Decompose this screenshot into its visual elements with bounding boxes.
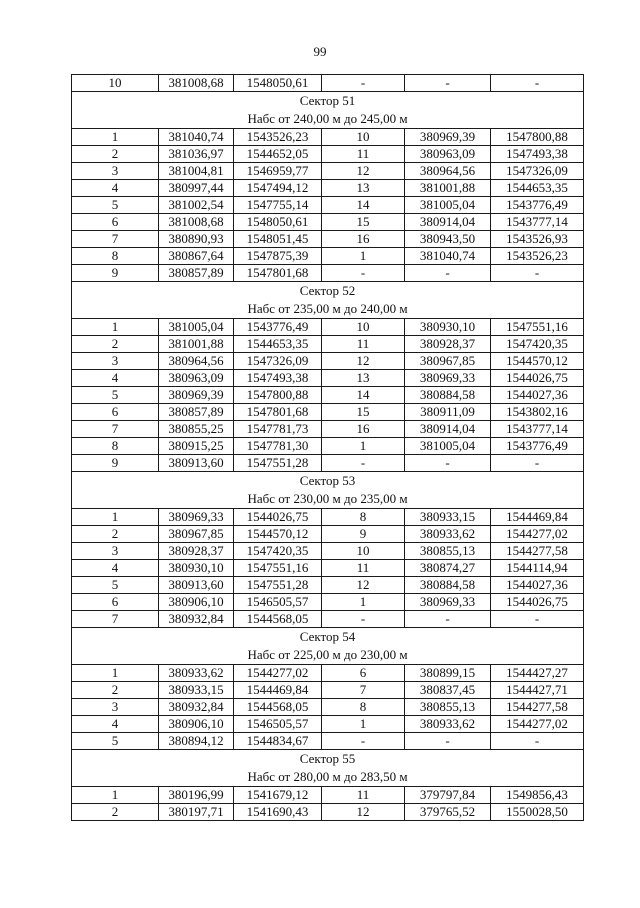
y-coordinate-cell: 1544570,12 — [234, 526, 322, 543]
table-row — [72, 336, 584, 353]
table-row — [72, 682, 584, 699]
x-coordinate-cell: 380906,10 — [159, 594, 234, 611]
sector-title-row — [72, 472, 584, 491]
sector-title-row — [72, 628, 584, 647]
y-coordinate-cell: 1547420,35 — [491, 336, 584, 353]
point-number-cell: 5 — [72, 387, 159, 404]
table-row — [72, 265, 584, 282]
table-row — [72, 214, 584, 231]
x-coordinate-cell: 380906,10 — [159, 716, 234, 733]
x-coordinate-cell: 380928,37 — [405, 336, 491, 353]
y-coordinate-cell: - — [491, 75, 584, 92]
y-coordinate-cell: - — [491, 611, 584, 628]
y-coordinate-cell: 1547326,09 — [234, 353, 322, 370]
x-coordinate-cell: 380933,62 — [405, 716, 491, 733]
x-coordinate-cell: 380930,10 — [405, 319, 491, 336]
table-row — [72, 163, 584, 180]
y-coordinate-cell: 1544652,05 — [234, 146, 322, 163]
y-coordinate-cell: - — [491, 455, 584, 472]
point-number-cell: 13 — [322, 180, 405, 197]
point-number-cell: 8 — [72, 438, 159, 455]
point-number-cell: 3 — [72, 163, 159, 180]
sector-range-row — [72, 110, 584, 129]
x-coordinate-cell: 380884,58 — [405, 577, 491, 594]
table-row — [72, 387, 584, 404]
point-number-cell: 3 — [72, 699, 159, 716]
point-number-cell: 2 — [72, 526, 159, 543]
table-row — [72, 665, 584, 682]
point-number-cell: 11 — [322, 560, 405, 577]
point-number-cell: - — [322, 75, 405, 92]
point-number-cell: 8 — [322, 699, 405, 716]
table-row — [72, 543, 584, 560]
y-coordinate-cell: 1544277,58 — [491, 699, 584, 716]
table-row — [72, 526, 584, 543]
y-coordinate-cell: 1543776,49 — [234, 319, 322, 336]
y-coordinate-cell: 1547326,09 — [491, 163, 584, 180]
x-coordinate-cell: 380943,50 — [405, 231, 491, 248]
sector-range: Набс от 235,00 м до 240,00 м — [72, 300, 584, 319]
sector-range-row — [72, 300, 584, 319]
x-coordinate-cell: 380899,15 — [405, 665, 491, 682]
point-number-cell: 4 — [72, 716, 159, 733]
sector-title: Сектор 52 — [72, 282, 584, 301]
table-row — [72, 353, 584, 370]
sector-title-row — [72, 750, 584, 769]
y-coordinate-cell: 1544653,35 — [234, 336, 322, 353]
x-coordinate-cell: 380932,84 — [159, 699, 234, 716]
y-coordinate-cell: 1547875,39 — [234, 248, 322, 265]
y-coordinate-cell: 1547493,38 — [234, 370, 322, 387]
table-row — [72, 75, 584, 92]
y-coordinate-cell: 1544834,67 — [234, 733, 322, 750]
x-coordinate-cell: 380894,12 — [159, 733, 234, 750]
x-coordinate-cell: 380197,71 — [159, 804, 234, 821]
point-number-cell: 4 — [72, 370, 159, 387]
y-coordinate-cell: 1544469,84 — [491, 509, 584, 526]
table-row — [72, 787, 584, 804]
point-number-cell: 1 — [322, 438, 405, 455]
x-coordinate-cell: - — [405, 75, 491, 92]
y-coordinate-cell: 1544277,02 — [491, 526, 584, 543]
y-coordinate-cell: 1544427,27 — [491, 665, 584, 682]
x-coordinate-cell: 380890,93 — [159, 231, 234, 248]
y-coordinate-cell: 1544277,02 — [234, 665, 322, 682]
x-coordinate-cell: 381036,97 — [159, 146, 234, 163]
point-number-cell: - — [322, 455, 405, 472]
point-number-cell: 16 — [322, 421, 405, 438]
table-row — [72, 129, 584, 146]
point-number-cell: 6 — [72, 404, 159, 421]
table-row — [72, 804, 584, 821]
x-coordinate-cell: 381001,88 — [159, 336, 234, 353]
point-number-cell: 7 — [322, 682, 405, 699]
x-coordinate-cell: 380928,37 — [159, 543, 234, 560]
y-coordinate-cell: 1547800,88 — [491, 129, 584, 146]
x-coordinate-cell: 380855,25 — [159, 421, 234, 438]
sector-title: Сектор 55 — [72, 750, 584, 769]
x-coordinate-cell: - — [405, 455, 491, 472]
y-coordinate-cell: 1546505,57 — [234, 594, 322, 611]
table-row — [72, 197, 584, 214]
x-coordinate-cell: 380969,33 — [159, 509, 234, 526]
y-coordinate-cell: 1546959,77 — [234, 163, 322, 180]
x-coordinate-cell: 380963,09 — [405, 146, 491, 163]
table-row — [72, 248, 584, 265]
x-coordinate-cell: 381005,04 — [405, 197, 491, 214]
point-number-cell: 10 — [72, 75, 159, 92]
x-coordinate-cell: 380964,56 — [405, 163, 491, 180]
point-number-cell: 7 — [72, 421, 159, 438]
x-coordinate-cell: 380913,60 — [159, 577, 234, 594]
sector-title: Сектор 51 — [72, 92, 584, 111]
x-coordinate-cell: 381008,68 — [159, 214, 234, 231]
y-coordinate-cell: 1544277,58 — [491, 543, 584, 560]
point-number-cell: - — [322, 611, 405, 628]
table-row — [72, 180, 584, 197]
point-number-cell: 15 — [322, 404, 405, 421]
y-coordinate-cell: 1543777,14 — [491, 421, 584, 438]
point-number-cell: 11 — [322, 336, 405, 353]
point-number-cell: 2 — [72, 804, 159, 821]
page-number: 99 — [313, 44, 327, 59]
x-coordinate-cell: 381001,88 — [405, 180, 491, 197]
y-coordinate-cell: 1547551,16 — [234, 560, 322, 577]
y-coordinate-cell: 1544653,35 — [491, 180, 584, 197]
x-coordinate-cell: 380913,60 — [159, 455, 234, 472]
y-coordinate-cell: 1543777,14 — [491, 214, 584, 231]
x-coordinate-cell: 380969,33 — [405, 594, 491, 611]
sector-range: Набс от 240,00 м до 245,00 м — [72, 110, 584, 129]
point-number-cell: 14 — [322, 197, 405, 214]
coordinates-table — [71, 74, 584, 821]
sector-title: Сектор 53 — [72, 472, 584, 491]
y-coordinate-cell: 1546505,57 — [234, 716, 322, 733]
point-number-cell: 15 — [322, 214, 405, 231]
x-coordinate-cell: 381005,04 — [159, 319, 234, 336]
point-number-cell: 1 — [72, 129, 159, 146]
table-row — [72, 455, 584, 472]
point-number-cell: 6 — [322, 665, 405, 682]
x-coordinate-cell: 380915,25 — [159, 438, 234, 455]
point-number-cell: 3 — [72, 353, 159, 370]
sector-range: Набс от 280,00 м до 283,50 м — [72, 768, 584, 787]
point-number-cell: 12 — [322, 353, 405, 370]
y-coordinate-cell: 1547493,38 — [491, 146, 584, 163]
y-coordinate-cell: 1544026,75 — [491, 594, 584, 611]
x-coordinate-cell: 380911,09 — [405, 404, 491, 421]
x-coordinate-cell: 380933,62 — [405, 526, 491, 543]
sector-range-row — [72, 768, 584, 787]
sector-title-row — [72, 92, 584, 111]
y-coordinate-cell: 1544026,75 — [234, 509, 322, 526]
point-number-cell: 8 — [322, 509, 405, 526]
sector-range-row — [72, 490, 584, 509]
x-coordinate-cell: 380867,64 — [159, 248, 234, 265]
point-number-cell: 1 — [72, 319, 159, 336]
table-row — [72, 577, 584, 594]
y-coordinate-cell: 1549856,43 — [491, 787, 584, 804]
sector-range: Набс от 230,00 м до 235,00 м — [72, 490, 584, 509]
x-coordinate-cell: 380855,13 — [405, 543, 491, 560]
x-coordinate-cell: 381004,81 — [159, 163, 234, 180]
table-row — [72, 594, 584, 611]
point-number-cell: 5 — [72, 197, 159, 214]
point-number-cell: 6 — [72, 594, 159, 611]
point-number-cell: 2 — [72, 336, 159, 353]
x-coordinate-cell: 380963,09 — [159, 370, 234, 387]
y-coordinate-cell: 1543526,23 — [491, 248, 584, 265]
table-row — [72, 231, 584, 248]
table-row — [72, 699, 584, 716]
point-number-cell: 12 — [322, 804, 405, 821]
table-row — [72, 716, 584, 733]
y-coordinate-cell: 1547801,68 — [234, 265, 322, 282]
y-coordinate-cell: 1547800,88 — [234, 387, 322, 404]
point-number-cell: 10 — [322, 319, 405, 336]
x-coordinate-cell: 380196,99 — [159, 787, 234, 804]
x-coordinate-cell: 380914,04 — [405, 214, 491, 231]
table-row — [72, 421, 584, 438]
table-row — [72, 319, 584, 336]
table-row — [72, 509, 584, 526]
table-row — [72, 733, 584, 750]
x-coordinate-cell: 380932,84 — [159, 611, 234, 628]
table-row — [72, 560, 584, 577]
x-coordinate-cell: 381002,54 — [159, 197, 234, 214]
y-coordinate-cell: 1544277,02 — [491, 716, 584, 733]
x-coordinate-cell: 381040,74 — [159, 129, 234, 146]
sector-range: Набс от 225,00 м до 230,00 м — [72, 646, 584, 665]
point-number-cell: 5 — [72, 733, 159, 750]
y-coordinate-cell: 1544568,05 — [234, 699, 322, 716]
x-coordinate-cell: 380969,39 — [405, 129, 491, 146]
x-coordinate-cell: 381040,74 — [405, 248, 491, 265]
x-coordinate-cell: 380933,15 — [405, 509, 491, 526]
point-number-cell: - — [322, 265, 405, 282]
point-number-cell: 12 — [322, 577, 405, 594]
point-number-cell: 1 — [72, 509, 159, 526]
x-coordinate-cell: 380967,85 — [405, 353, 491, 370]
x-coordinate-cell: 380914,04 — [405, 421, 491, 438]
point-number-cell: 1 — [322, 716, 405, 733]
y-coordinate-cell: 1548050,61 — [234, 75, 322, 92]
y-coordinate-cell: 1547551,28 — [234, 577, 322, 594]
table-row — [72, 404, 584, 421]
point-number-cell: 1 — [72, 665, 159, 682]
point-number-cell: 11 — [322, 787, 405, 804]
y-coordinate-cell: 1544570,12 — [491, 353, 584, 370]
point-number-cell: 13 — [322, 370, 405, 387]
y-coordinate-cell: 1547781,73 — [234, 421, 322, 438]
x-coordinate-cell: 380933,62 — [159, 665, 234, 682]
point-number-cell: 6 — [72, 214, 159, 231]
point-number-cell: 14 — [322, 387, 405, 404]
x-coordinate-cell: 380964,56 — [159, 353, 234, 370]
x-coordinate-cell: 380857,89 — [159, 265, 234, 282]
x-coordinate-cell: 380933,15 — [159, 682, 234, 699]
x-coordinate-cell: 381008,68 — [159, 75, 234, 92]
point-number-cell: 4 — [72, 560, 159, 577]
x-coordinate-cell: 379765,52 — [405, 804, 491, 821]
y-coordinate-cell: 1544027,36 — [491, 387, 584, 404]
y-coordinate-cell: 1543802,16 — [491, 404, 584, 421]
y-coordinate-cell: - — [491, 265, 584, 282]
y-coordinate-cell: 1547494,12 — [234, 180, 322, 197]
y-coordinate-cell: 1541679,12 — [234, 787, 322, 804]
y-coordinate-cell: 1550028,50 — [491, 804, 584, 821]
y-coordinate-cell: 1547551,28 — [234, 455, 322, 472]
y-coordinate-cell: 1547781,30 — [234, 438, 322, 455]
x-coordinate-cell: 380874,27 — [405, 560, 491, 577]
x-coordinate-cell: 380930,10 — [159, 560, 234, 577]
sector-title-row — [72, 282, 584, 301]
y-coordinate-cell: 1543776,49 — [491, 438, 584, 455]
point-number-cell: 2 — [72, 682, 159, 699]
table-row — [72, 146, 584, 163]
point-number-cell: 1 — [72, 787, 159, 804]
y-coordinate-cell: 1541690,43 — [234, 804, 322, 821]
point-number-cell: 9 — [72, 455, 159, 472]
x-coordinate-cell: 380855,13 — [405, 699, 491, 716]
point-number-cell: 16 — [322, 231, 405, 248]
y-coordinate-cell: 1544568,05 — [234, 611, 322, 628]
x-coordinate-cell: 380997,44 — [159, 180, 234, 197]
x-coordinate-cell: 380967,85 — [159, 526, 234, 543]
point-number-cell: - — [322, 733, 405, 750]
table-row — [72, 370, 584, 387]
point-number-cell: 3 — [72, 543, 159, 560]
table-row — [72, 438, 584, 455]
y-coordinate-cell: 1544469,84 — [234, 682, 322, 699]
x-coordinate-cell: - — [405, 733, 491, 750]
y-coordinate-cell: 1544427,71 — [491, 682, 584, 699]
point-number-cell: 9 — [322, 526, 405, 543]
point-number-cell: 10 — [322, 129, 405, 146]
x-coordinate-cell: 380837,45 — [405, 682, 491, 699]
y-coordinate-cell: 1548051,45 — [234, 231, 322, 248]
x-coordinate-cell: 380969,39 — [159, 387, 234, 404]
x-coordinate-cell: 380884,58 — [405, 387, 491, 404]
y-coordinate-cell: 1543526,23 — [234, 129, 322, 146]
point-number-cell: 11 — [322, 146, 405, 163]
y-coordinate-cell: 1543526,93 — [491, 231, 584, 248]
point-number-cell: 8 — [72, 248, 159, 265]
table-row — [72, 611, 584, 628]
x-coordinate-cell: 380969,33 — [405, 370, 491, 387]
y-coordinate-cell: 1543776,49 — [491, 197, 584, 214]
point-number-cell: 1 — [322, 594, 405, 611]
x-coordinate-cell: 380857,89 — [159, 404, 234, 421]
point-number-cell: 10 — [322, 543, 405, 560]
point-number-cell: 4 — [72, 180, 159, 197]
point-number-cell: 5 — [72, 577, 159, 594]
x-coordinate-cell: - — [405, 265, 491, 282]
point-number-cell: 1 — [322, 248, 405, 265]
y-coordinate-cell: 1547551,16 — [491, 319, 584, 336]
y-coordinate-cell: 1547755,14 — [234, 197, 322, 214]
point-number-cell: 7 — [72, 611, 159, 628]
sector-title: Сектор 54 — [72, 628, 584, 647]
x-coordinate-cell: 379797,84 — [405, 787, 491, 804]
y-coordinate-cell: 1547801,68 — [234, 404, 322, 421]
y-coordinate-cell: 1544114,94 — [491, 560, 584, 577]
y-coordinate-cell: 1548050,61 — [234, 214, 322, 231]
point-number-cell: 7 — [72, 231, 159, 248]
sector-range-row — [72, 646, 584, 665]
y-coordinate-cell: 1544026,75 — [491, 370, 584, 387]
y-coordinate-cell: 1547420,35 — [234, 543, 322, 560]
y-coordinate-cell: - — [491, 733, 584, 750]
x-coordinate-cell: - — [405, 611, 491, 628]
x-coordinate-cell: 381005,04 — [405, 438, 491, 455]
coordinates-table-body — [72, 75, 584, 821]
point-number-cell: 9 — [72, 265, 159, 282]
point-number-cell: 2 — [72, 146, 159, 163]
y-coordinate-cell: 1544027,36 — [491, 577, 584, 594]
point-number-cell: 12 — [322, 163, 405, 180]
